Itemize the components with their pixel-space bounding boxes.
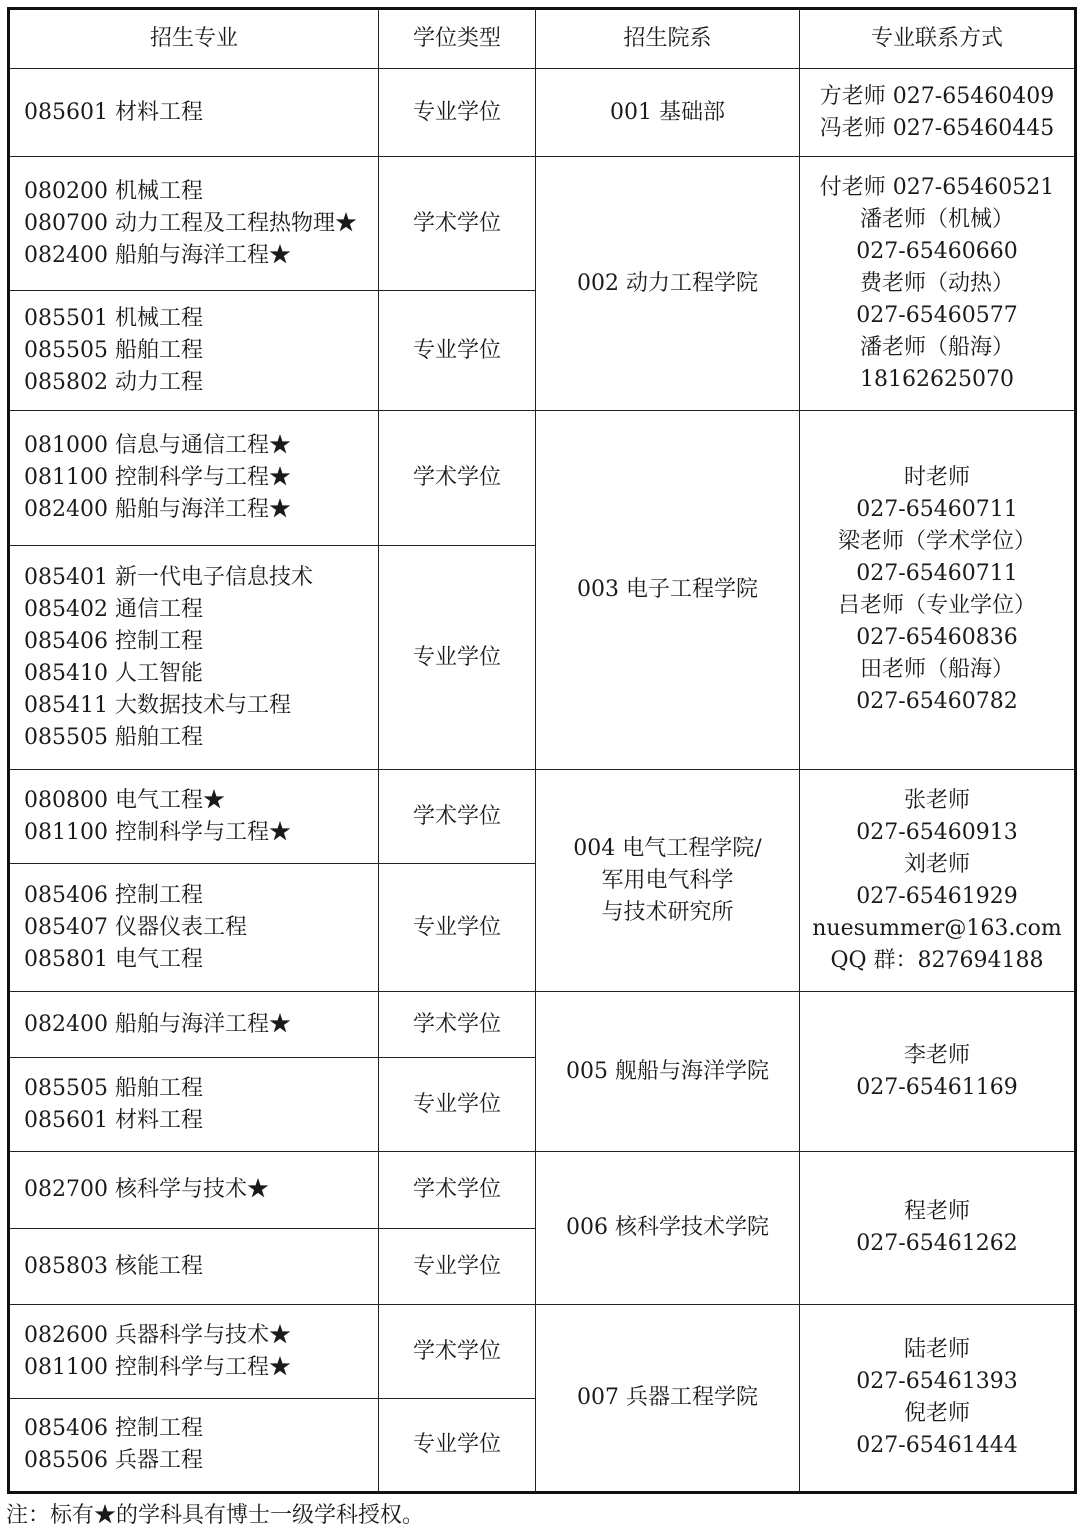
major-name: 082700 核科学与技术★ (24, 1177, 269, 1202)
major-name: 081100 控制科学与工程★ (24, 465, 291, 490)
department-cell (536, 411, 800, 770)
contact-line: 冯老师 027-65460445 (819, 115, 1055, 141)
contact-line: 027-65461262 (856, 1231, 1018, 1256)
table-row (9, 992, 1076, 1058)
contact-line: 027-65460836 (856, 625, 1018, 650)
contact-line: 027-65461169 (856, 1074, 1018, 1100)
header-contact: 专业联系方式 (800, 9, 1076, 69)
contact-line: 027-65460577 (856, 302, 1018, 328)
contact-line: 程老师 (903, 1199, 970, 1224)
contact-cell (800, 157, 1076, 411)
contact-line: 陆老师 (903, 1337, 970, 1362)
department-cell (536, 992, 800, 1152)
major-name: 082400 船舶与海洋工程★ (24, 497, 291, 522)
contact-line: nuesummer@163.com (812, 915, 1062, 941)
major-cell (9, 770, 379, 864)
enrollment-table (7, 7, 1077, 1494)
footnote: 注：标有★的学科具有博士一级学科授权。 (6, 1503, 425, 1528)
contact-line: 027-65460711 (856, 561, 1018, 586)
major-cell (9, 864, 379, 992)
department-name: 002 动力工程学院 (577, 270, 758, 296)
header-department: 招生院系 (536, 9, 800, 69)
major-cell (9, 157, 379, 291)
department-name: 007 兵器工程学院 (577, 1385, 758, 1410)
major-name: 085406 控制工程 (24, 882, 203, 908)
contact-line: 027-65461393 (856, 1369, 1018, 1394)
table-row (9, 1305, 1076, 1399)
major-cell (9, 1305, 379, 1399)
major-name: 085406 控制工程 (24, 1416, 203, 1441)
degree-type-cell: 专业学位 (379, 864, 536, 992)
degree-type-cell: 专业学位 (379, 69, 536, 157)
contact-line: 027-65460913 (856, 819, 1018, 845)
department-name: 004 电气工程学院/ (573, 835, 762, 861)
table-body (9, 69, 1076, 1493)
major-name: 085506 兵器工程 (24, 1448, 203, 1473)
major-name: 085803 核能工程 (24, 1253, 203, 1279)
major-name: 082400 船舶与海洋工程★ (24, 1011, 291, 1037)
department-name: 与技术研究所 (601, 899, 734, 925)
degree-type-cell: 专业学位 (379, 546, 536, 770)
major-name: 085501 机械工程 (24, 305, 203, 331)
major-cell (9, 1229, 379, 1305)
contact-line: 张老师 (903, 787, 970, 813)
contact-line: 027-65460782 (856, 689, 1018, 714)
degree-type-cell: 专业学位 (379, 1058, 536, 1152)
department-cell (536, 1152, 800, 1305)
major-name: 085410 人工智能 (24, 660, 203, 686)
major-name: 080200 机械工程 (24, 178, 203, 204)
major-name: 080800 电气工程★ (24, 787, 225, 813)
degree-type-cell: 学术学位 (379, 411, 536, 546)
major-name: 080700 动力工程及工程热物理★ (24, 210, 357, 236)
contact-line: QQ 群：827694188 (830, 947, 1044, 973)
major-name: 082400 船舶与海洋工程★ (24, 242, 291, 268)
major-name: 081000 信息与通信工程★ (24, 433, 291, 458)
contact-line: 027-65461444 (856, 1433, 1018, 1458)
table-row (9, 69, 1076, 157)
department-cell (536, 69, 800, 157)
contact-cell (800, 1152, 1076, 1305)
contact-line: 倪老师 (903, 1401, 970, 1426)
major-name: 085505 船舶工程 (24, 724, 203, 750)
contact-line: 027-65460711 (856, 497, 1018, 522)
contact-line: 方老师 027-65460409 (819, 83, 1055, 109)
degree-type-cell: 专业学位 (379, 1229, 536, 1305)
department-cell (536, 770, 800, 992)
major-name: 085601 材料工程 (24, 99, 203, 125)
department-name: 003 电子工程学院 (577, 577, 758, 602)
department-name: 006 核科学技术学院 (566, 1215, 769, 1240)
major-cell (9, 546, 379, 770)
degree-type-cell: 学术学位 (379, 1305, 536, 1399)
contact-line: 027-65461929 (856, 883, 1018, 909)
contact-cell (800, 69, 1076, 157)
degree-type-cell: 学术学位 (379, 992, 536, 1058)
degree-type-cell: 学术学位 (379, 770, 536, 864)
contact-line: 027-65460660 (856, 238, 1018, 264)
degree-type-cell: 学术学位 (379, 157, 536, 291)
major-name: 085411 大数据技术与工程 (24, 692, 291, 718)
contact-line: 潘老师（机械） (859, 206, 1014, 232)
major-name: 085505 船舶工程 (24, 1075, 203, 1101)
department-name: 001 基础部 (610, 99, 725, 125)
major-name: 081100 控制科学与工程★ (24, 1354, 291, 1380)
contact-cell (800, 770, 1076, 992)
major-cell (9, 1058, 379, 1152)
major-cell (9, 69, 379, 157)
contact-line: 费老师（动热） (859, 270, 1014, 296)
major-name: 085801 电气工程 (24, 946, 203, 972)
contact-line: 刘老师 (903, 851, 970, 877)
department-cell (536, 157, 800, 411)
major-name: 081100 控制科学与工程★ (24, 819, 291, 845)
table-row (9, 157, 1076, 291)
major-name: 082600 兵器科学与技术★ (24, 1322, 291, 1348)
header-degree-type: 学位类型 (379, 9, 536, 69)
department-name: 005 舰船与海洋学院 (566, 1058, 769, 1084)
contact-line: 时老师 (903, 465, 970, 490)
table-row (9, 411, 1076, 546)
contact-cell (800, 411, 1076, 770)
major-cell (9, 1152, 379, 1229)
major-name: 085802 动力工程 (24, 369, 203, 395)
contact-line: 潘老师（船海） (859, 334, 1014, 360)
contact-line: 田老师（船海） (859, 657, 1014, 682)
major-name: 085402 通信工程 (24, 596, 203, 622)
degree-type-cell: 专业学位 (379, 1399, 536, 1493)
contact-cell (800, 1305, 1076, 1493)
contact-cell (800, 992, 1076, 1152)
department-name: 军用电气科学 (601, 867, 734, 893)
table-row (9, 1152, 1076, 1229)
major-cell (9, 411, 379, 546)
major-cell (9, 992, 379, 1058)
table-row (9, 770, 1076, 864)
contact-line: 梁老师（学术学位） (837, 529, 1036, 554)
major-name: 085601 材料工程 (24, 1107, 203, 1133)
major-name: 085401 新一代电子信息技术 (24, 564, 313, 590)
department-cell (536, 1305, 800, 1493)
major-name: 085505 船舶工程 (24, 337, 203, 363)
header-row (9, 9, 1076, 69)
major-name: 085407 仪器仪表工程 (24, 914, 247, 940)
major-name: 085406 控制工程 (24, 628, 203, 654)
major-cell (9, 1399, 379, 1493)
contact-line: 付老师 027-65460521 (819, 174, 1055, 200)
header-major: 招生专业 (9, 9, 379, 69)
contact-line: 吕老师（专业学位） (837, 593, 1036, 618)
contact-line: 18162625070 (860, 366, 1014, 392)
degree-type-cell: 专业学位 (379, 291, 536, 411)
major-cell (9, 291, 379, 411)
degree-type-cell: 学术学位 (379, 1152, 536, 1229)
contact-line: 李老师 (903, 1042, 970, 1068)
